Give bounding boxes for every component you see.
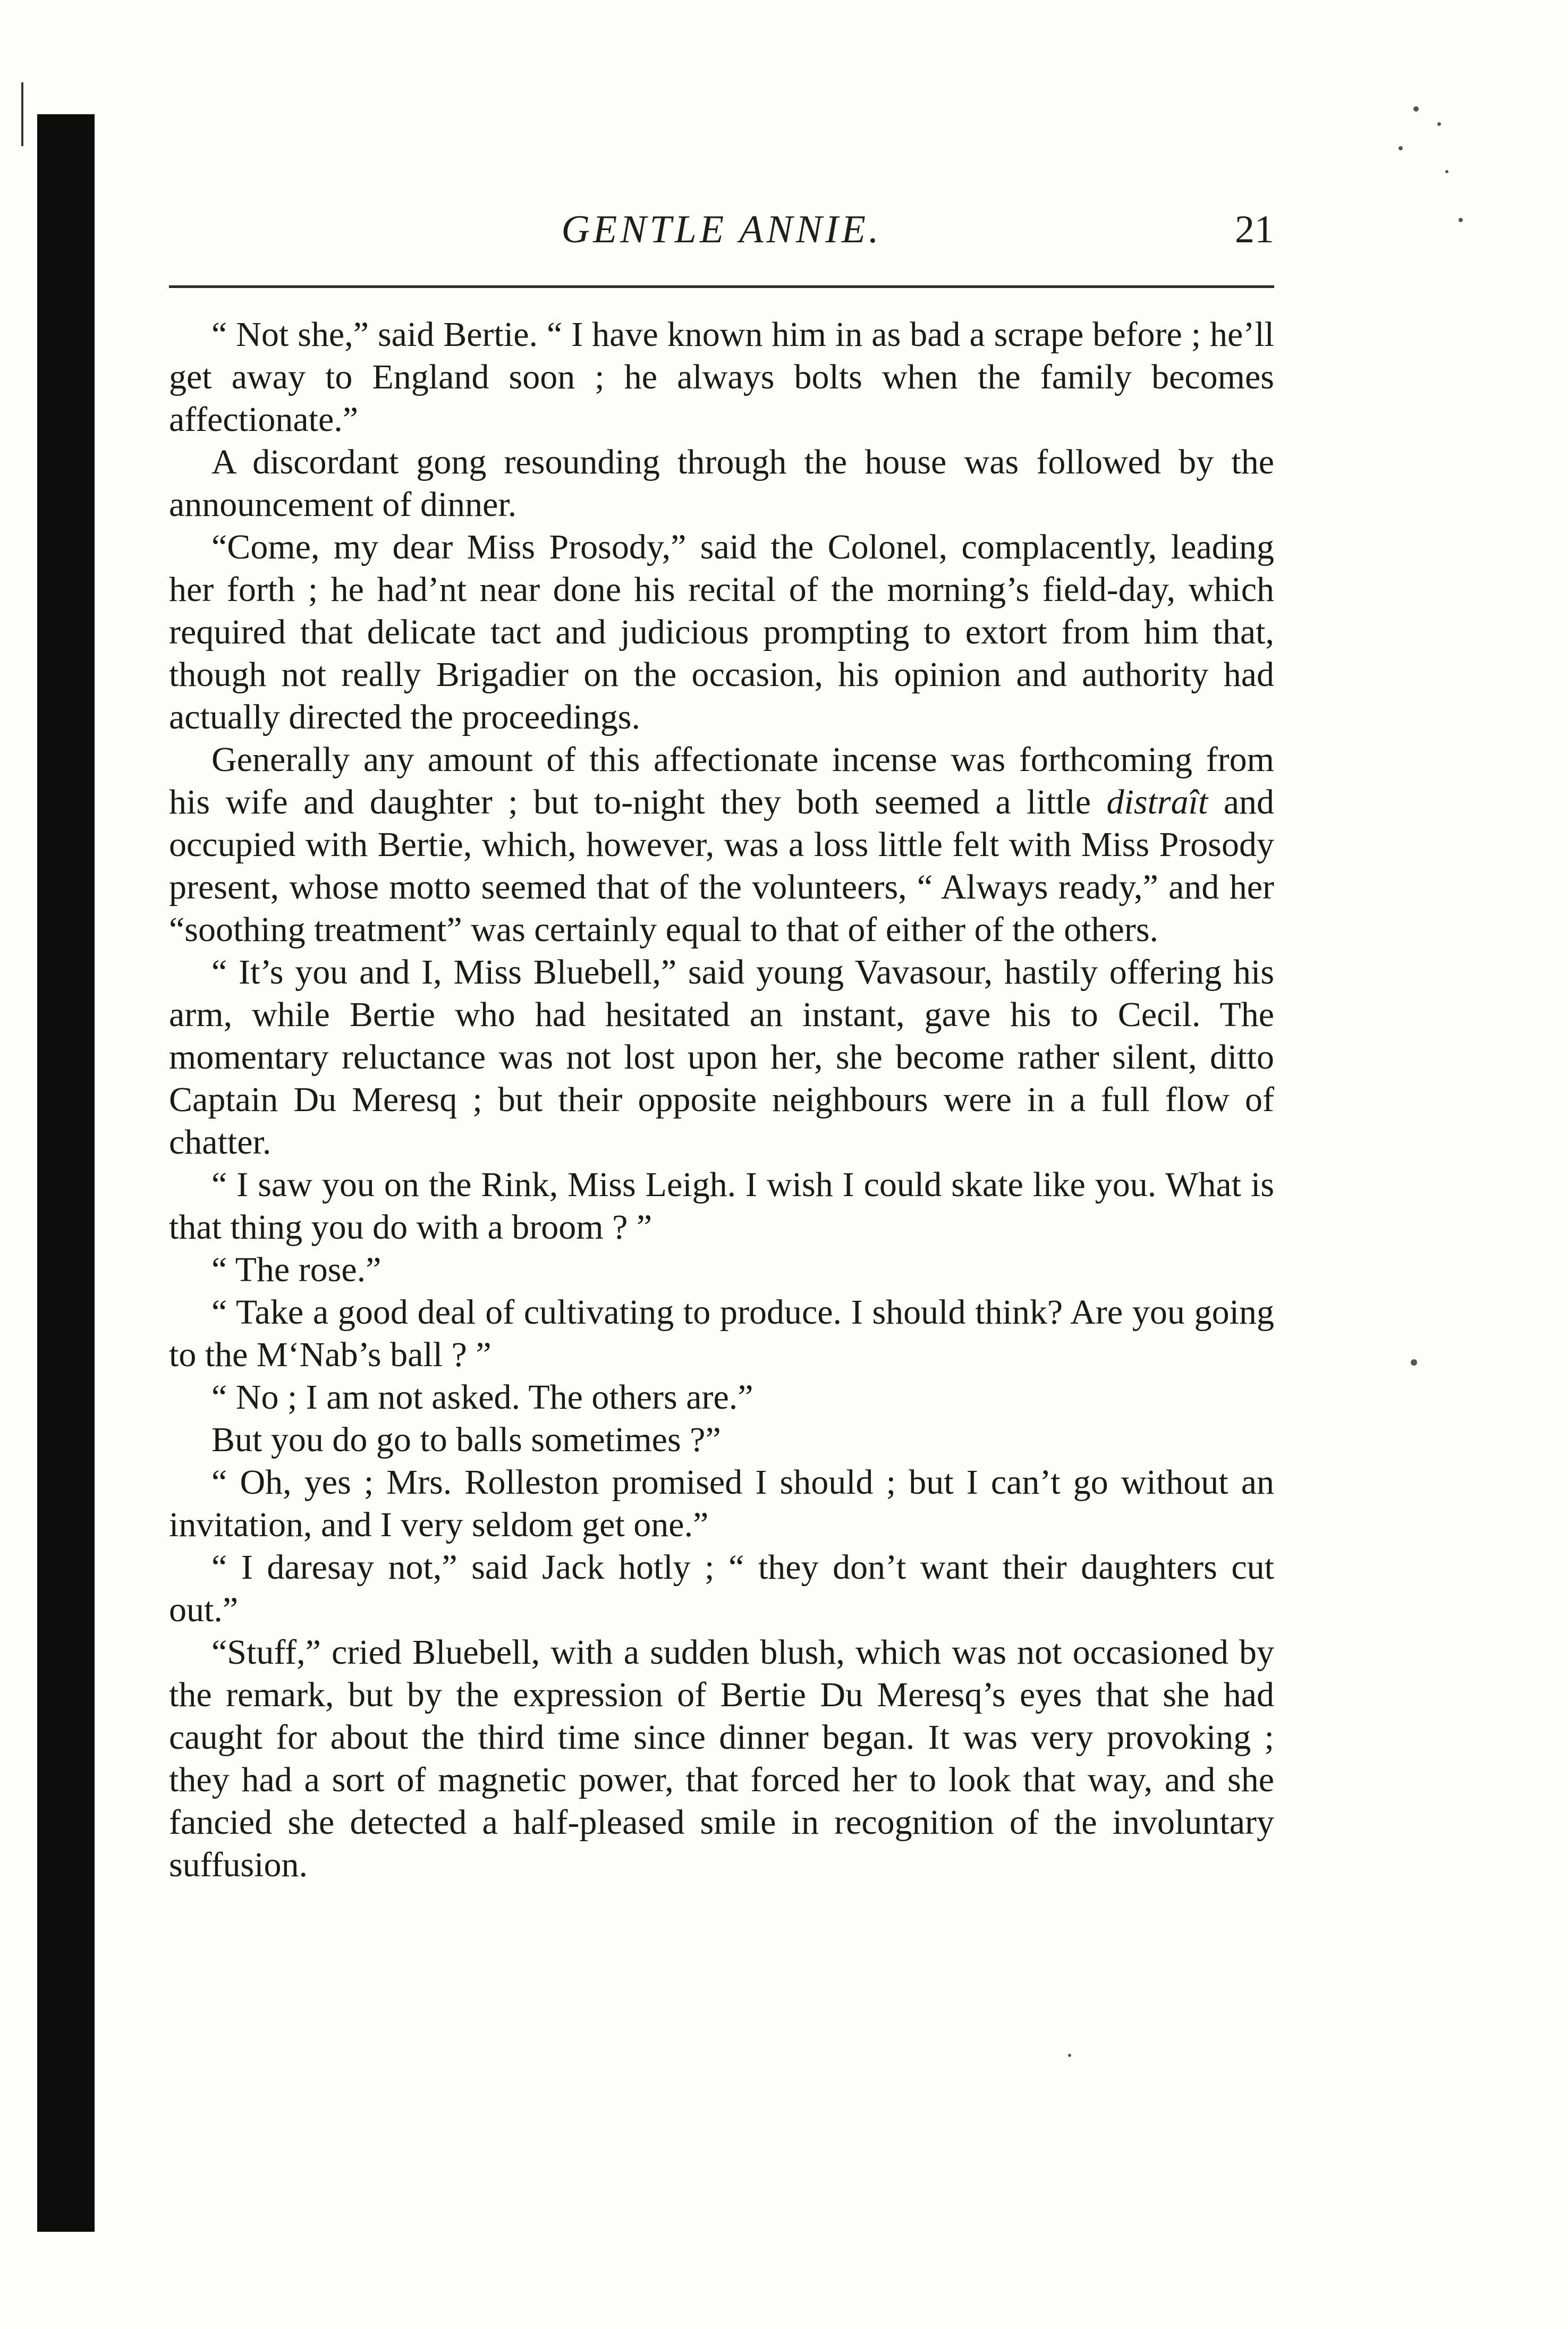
paragraph: “ Not she,” said Bertie. “ I have known him in as bad a scrape before ; he’ll get away to England soon ; he always bolts when the family becomes affectionate.”	[169, 315, 1274, 439]
header-rule	[169, 285, 1274, 288]
paragraph: But you do go to balls sometimes ?”	[211, 1420, 721, 1459]
ink-speck	[1445, 170, 1448, 173]
paragraph: “ I saw you on the Rink, Miss Leigh. I wish I could skate like you. What is that thing you do with a broom ? ”	[169, 1165, 1274, 1247]
paragraph: “ Take a good deal of cultivating to produce. I should think? Are you going to the M‘Nab’s ball ? ”	[169, 1293, 1274, 1374]
ink-speck	[1068, 2054, 1071, 2057]
ink-speck	[1459, 218, 1463, 222]
paragraph: “Stuff,” cried Bluebell, with a sudden blush, which was not occasioned by the remark, but by the expression of Bertie Du Meresq’s eyes that she had caught for about the third time since dinner began. It was very provoking ; they had a sort of magnetic power, that forced her to look that way, and she fancied she detected a half-pleased smile in recognition of the involuntary suffusion.	[169, 1633, 1274, 1884]
ink-speck	[1413, 106, 1419, 112]
paragraph: “ No ; I am not asked. The others are.”	[211, 1378, 753, 1417]
paragraph: “ Oh, yes ; Mrs. Rolleston promised I should ; but I can’t go without an invitation, and I very seldom get one.”	[169, 1463, 1274, 1544]
ink-speck	[1437, 122, 1441, 126]
page-header	[169, 207, 1274, 271]
paragraph-text: and occupied with Bertie, which, however, was a loss little felt with Miss Prosody present, whose motto seemed that of the volunteers, “ Always ready,” and her “soothing treatment” was certainly equal to that of either of the others.	[169, 783, 1274, 949]
paragraph: “ I daresay not,” said Jack hotly ; “ they don’t want their daughters cut out.”	[169, 1548, 1274, 1629]
paragraph: “Come, my dear Miss Prosody,” said the Colonel, complacently, leading her forth ; he had’nt near done his recital of the morning’s field-day, which required that delicate tact and judicious prompting to extort from him that, though not really Brigadier on the occasion, his opinion and authority had actually directed the proceedings.	[169, 528, 1274, 736]
binding-shadow	[37, 114, 95, 2232]
page-number: 21	[1235, 208, 1274, 251]
paragraph-text: Generally any amount of this affectionate incense was forthcoming from his wife and daughter ; but to-night they both seemed a little	[169, 740, 1274, 821]
paragraph: A discordant gong resounding through the house was followed by the announcement of dinner.	[169, 443, 1274, 524]
paragraph: “ The rose.”	[211, 1250, 382, 1289]
body-text	[169, 314, 1274, 1886]
paragraph	[169, 739, 1274, 951]
running-title: GENTLE ANNIE.	[561, 208, 882, 251]
paragraph: “ It’s you and I, Miss Bluebell,” said young Vavasour, hastily offering his arm, while Bertie who had hesitated an instant, gave his to Cecil. The momentary reluctance was not lost upon her, she become rather silent, ditto Captain Du Meresq ; but their opposite neighbours were in a full flow of chatter.	[169, 953, 1274, 1162]
italic-word: distraît	[1106, 783, 1208, 821]
ink-speck	[1411, 1359, 1417, 1366]
ink-speck	[1399, 146, 1403, 150]
